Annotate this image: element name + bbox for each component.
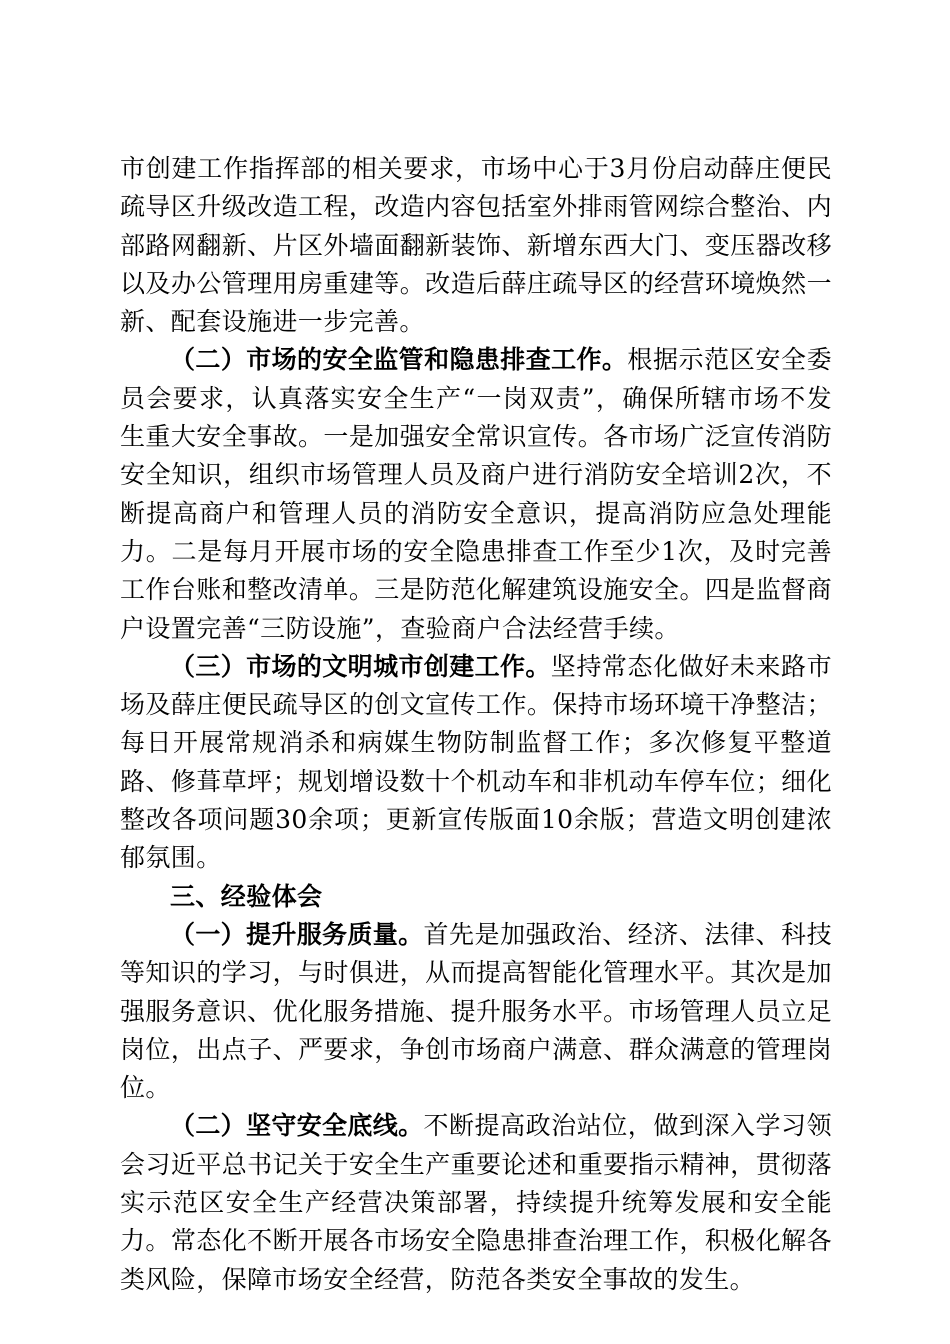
- paragraph-service-quality-lead: （一）提升服务质量。: [170, 919, 424, 949]
- paragraph-safety-supervision-lead: （二）市场的安全监管和隐患排查工作。: [170, 345, 628, 375]
- paragraph-safety-bottom-line-body: 不断提高政治站位，做到深入学习领会习近平总书记关于安全生产重要论述和重要指示精神，贯彻落实示范区安全生产经营决策部署，持续提升统筹发展和安全能力。常态化不断开展各市场安全隐患排查治理工作，积极化解各类风险，保障市场安全经营，防范各类安全事故的发生。: [120, 1111, 832, 1294]
- paragraph-safety-supervision-body: 根据示范区安全委员会要求，认真落实安全生产“一岗双责”，确保所辖市场不发生重大安全事故。一是加强安全常识宣传。各市场广泛宣传消防安全知识，组织市场管理人员及商户进行消防安全培训2次，不断提高商户和管理人员的消防安全意识，提高消防应急处理能力。二是每月开展市场的安全隐患排查工作至少1次，及时完善工作台账和整改清单。三是防范化解建筑设施安全。四是监督商户设置完善“三防设施”，查验商户合法经营手续。: [120, 345, 832, 643]
- paragraph-intro: [120, 150, 832, 341]
- paragraph-safety-supervision: [120, 341, 832, 647]
- paragraph-service-quality-body: 首先是加强政治、经济、法律、科技等知识的学习，与时俱进，从而提高智能化管理水平。其次是加强服务意识、优化服务措施、提升服务水平。市场管理人员立足岗位，出点子、严要求，争创市场商户满意、群众满意的管理岗位。: [120, 919, 832, 1103]
- paragraph-civilized-city-body: 坚持常态化做好未来路市场及薛庄便民疏导区的创文宣传工作。保持市场环境干净整洁；每日开展常规消杀和病媒生物防制监督工作；多次修复平整道路、修葺草坪；规划增设数十个机动车和非机动车停车位；细化整改各项问题30余项；更新宣传版面10余版；营造文明创建浓郁氛围。: [120, 651, 832, 873]
- paragraph-service-quality: [120, 916, 832, 1107]
- document-page: [120, 150, 832, 1299]
- paragraph-intro-text: 市创建工作指挥部的相关要求，市场中心于3月份启动薛庄便民疏导区升级改造工程，改造内容包括室外排雨管网综合整治、内部路网翻新、片区外墙面翻新装饰、新增东西大门、变压器改移以及办公管理用房重建等。改造后薛庄疏导区的经营环境焕然一新、配套设施进一步完善。: [120, 154, 832, 337]
- section-heading-experience: 三、经验体会: [170, 881, 323, 911]
- paragraph-safety-bottom-line-lead: （二）坚守安全底线。: [170, 1111, 424, 1141]
- paragraph-civilized-city: [120, 648, 832, 878]
- paragraph-civilized-city-lead: （三）市场的文明城市创建工作。: [170, 651, 551, 681]
- paragraph-safety-bottom-line: [120, 1107, 832, 1298]
